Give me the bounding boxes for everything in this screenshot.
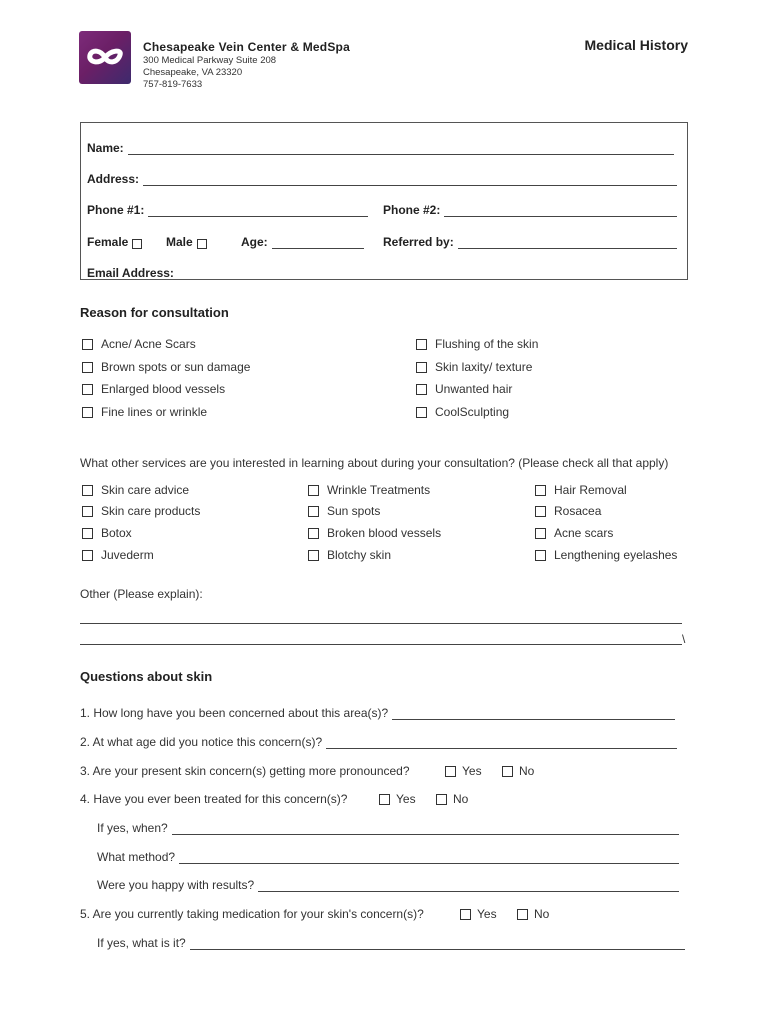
service-option[interactable] xyxy=(535,526,613,540)
female-checkbox[interactable] xyxy=(132,239,142,249)
question-4-text: 4. Have you ever been treated for this concern(s)? xyxy=(80,792,348,806)
option-label: Botox xyxy=(101,526,132,540)
option-label: Skin laxity/ texture xyxy=(435,360,533,374)
question-1[interactable] xyxy=(80,706,675,720)
checkbox[interactable] xyxy=(82,384,93,395)
yes-label: Yes xyxy=(477,907,497,921)
service-option[interactable] xyxy=(82,548,154,562)
female-label: Female xyxy=(87,235,129,249)
services-prompt: What other services are you interested in learning about during your consultation? (Please check all that apply) xyxy=(80,456,669,470)
q4-yes-option[interactable] xyxy=(379,792,416,806)
option-label: Unwanted hair xyxy=(435,382,513,396)
no-label: No xyxy=(534,907,550,921)
question-text: 2. At what age did you notice this concern(s)? xyxy=(80,735,323,749)
option-label: Brown spots or sun damage xyxy=(101,360,251,374)
checkbox[interactable] xyxy=(82,362,93,373)
reason-section-title: Reason for consultation xyxy=(80,305,229,320)
checkbox[interactable] xyxy=(416,384,427,395)
q5-yes-option[interactable] xyxy=(460,907,497,921)
document-title: Medical History xyxy=(584,37,688,53)
address-label: Address: xyxy=(87,172,140,186)
option-label: Broken blood vessels xyxy=(327,526,442,540)
checkbox[interactable] xyxy=(502,766,513,777)
option-label: Fine lines or wrinkle xyxy=(101,405,208,419)
checkbox[interactable] xyxy=(379,794,390,805)
service-option[interactable] xyxy=(82,504,200,518)
reason-option[interactable] xyxy=(82,382,225,396)
referred-field[interactable] xyxy=(383,235,677,249)
checkbox[interactable] xyxy=(308,506,319,517)
checkbox[interactable] xyxy=(535,528,546,539)
answer-line[interactable] xyxy=(326,737,677,749)
yes-label: Yes xyxy=(462,764,482,778)
option-label: Acne/ Acne Scars xyxy=(101,337,196,351)
age-field[interactable] xyxy=(241,235,364,249)
reason-option[interactable] xyxy=(82,337,196,351)
email-field[interactable] xyxy=(87,266,174,280)
female-option[interactable] xyxy=(87,235,142,249)
service-option[interactable] xyxy=(82,526,132,540)
other-line-2[interactable] xyxy=(80,643,682,645)
question-5-text: 5. Are you currently taking medication for your skin's concern(s)? xyxy=(80,907,424,921)
q4-no-option[interactable] xyxy=(436,792,468,806)
option-label: Flushing of the skin xyxy=(435,337,539,351)
clinic-address-line1: 300 Medical Parkway Suite 208 xyxy=(143,55,277,66)
phone1-line[interactable] xyxy=(148,205,368,217)
no-label: No xyxy=(519,764,535,778)
option-label: Blotchy skin xyxy=(327,548,392,562)
age-line[interactable] xyxy=(272,237,364,249)
checkbox[interactable] xyxy=(308,550,319,561)
checkbox[interactable] xyxy=(416,407,427,418)
question-text: If yes, what is it? xyxy=(97,936,186,950)
q5-no-option[interactable] xyxy=(517,907,549,921)
phone2-field[interactable] xyxy=(383,203,677,217)
option-label: Juvederm xyxy=(101,548,154,562)
skin-section-title: Questions about skin xyxy=(80,669,213,684)
option-label: Sun spots xyxy=(327,504,381,518)
checkbox[interactable] xyxy=(535,550,546,561)
checkbox[interactable] xyxy=(445,766,456,777)
checkbox[interactable] xyxy=(416,362,427,373)
reason-option[interactable] xyxy=(82,405,207,419)
checkbox[interactable] xyxy=(82,339,93,350)
service-option[interactable] xyxy=(82,483,189,497)
q4-happy-field[interactable] xyxy=(97,878,679,892)
infinity-logo-icon xyxy=(79,31,131,84)
service-option[interactable] xyxy=(308,483,430,497)
question-text: 1. How long have you been concerned about this area(s)? xyxy=(80,706,389,720)
checkbox[interactable] xyxy=(535,485,546,496)
service-option[interactable] xyxy=(308,526,441,540)
q3-yes-option[interactable] xyxy=(445,764,482,778)
clinic-name: Chesapeake Vein Center & MedSpa xyxy=(143,40,350,54)
question-text: If yes, when? xyxy=(97,821,168,835)
male-label: Male xyxy=(166,235,193,249)
option-label: Enlarged blood vessels xyxy=(101,382,226,396)
answer-line[interactable] xyxy=(258,880,679,892)
male-checkbox[interactable] xyxy=(197,239,207,249)
q3-no-option[interactable] xyxy=(502,764,534,778)
clinic-address-line2: Chesapeake, VA 23320 xyxy=(143,67,243,78)
q4-when-field[interactable] xyxy=(97,821,679,835)
option-label: Rosacea xyxy=(554,504,602,518)
phone2-label: Phone #2: xyxy=(383,203,441,217)
reason-option[interactable] xyxy=(416,405,509,419)
referred-label: Referred by: xyxy=(383,235,454,249)
option-label: CoolSculpting xyxy=(435,405,510,419)
other-label: Other (Please explain): xyxy=(80,587,203,601)
option-label: Skin care advice xyxy=(101,483,190,497)
checkbox[interactable] xyxy=(308,485,319,496)
checkbox[interactable] xyxy=(460,909,471,920)
question-3-text: 3. Are your present skin concern(s) getting more pronounced? xyxy=(80,764,410,778)
address-line[interactable] xyxy=(143,174,677,186)
reason-option[interactable] xyxy=(416,337,538,351)
yes-label: Yes xyxy=(396,792,416,806)
service-option[interactable] xyxy=(308,548,391,562)
stray-backslash: \ xyxy=(682,632,686,646)
phone1-field[interactable] xyxy=(87,203,368,217)
question-text: What method? xyxy=(97,850,176,864)
option-label: Acne scars xyxy=(554,526,614,540)
checkbox[interactable] xyxy=(82,485,93,496)
checkbox[interactable] xyxy=(517,909,528,920)
email-label: Email Address: xyxy=(87,266,174,280)
male-option[interactable] xyxy=(166,235,207,249)
answer-line[interactable] xyxy=(392,708,675,720)
reason-option[interactable] xyxy=(82,360,250,374)
reason-option[interactable] xyxy=(416,382,512,396)
checkbox[interactable] xyxy=(436,794,447,805)
clinic-phone: 757-819-7633 xyxy=(143,79,203,90)
checkbox[interactable] xyxy=(82,550,93,561)
option-label: Lengthening eyelashes xyxy=(554,548,678,562)
phone1-label: Phone #1: xyxy=(87,203,145,217)
checkbox[interactable] xyxy=(82,528,93,539)
checkbox[interactable] xyxy=(82,506,93,517)
checkbox[interactable] xyxy=(416,339,427,350)
name-field[interactable] xyxy=(87,141,674,155)
question-2[interactable] xyxy=(80,735,677,749)
other-line-1[interactable] xyxy=(80,622,682,624)
service-option[interactable] xyxy=(308,504,380,518)
option-label: Hair Removal xyxy=(554,483,627,497)
option-label: Wrinkle Treatments xyxy=(327,483,431,497)
name-label: Name: xyxy=(87,141,124,155)
service-option[interactable] xyxy=(535,483,627,497)
service-option[interactable] xyxy=(535,504,601,518)
referred-line[interactable] xyxy=(458,237,677,249)
answer-line[interactable] xyxy=(179,852,679,864)
phone2-line[interactable] xyxy=(444,205,677,217)
no-label: No xyxy=(453,792,469,806)
option-label: Skin care products xyxy=(101,504,201,518)
checkbox[interactable] xyxy=(535,506,546,517)
clinic-logo xyxy=(79,31,131,84)
age-label: Age: xyxy=(241,235,268,249)
name-line[interactable] xyxy=(128,143,674,155)
q4-method-field[interactable] xyxy=(97,850,679,864)
checkbox[interactable] xyxy=(308,528,319,539)
reason-option[interactable] xyxy=(416,360,532,374)
q5-what-field[interactable] xyxy=(97,936,685,950)
question-text: Were you happy with results? xyxy=(97,878,255,892)
checkbox[interactable] xyxy=(82,407,93,418)
answer-line[interactable] xyxy=(190,938,685,950)
service-option[interactable] xyxy=(535,548,677,562)
answer-line[interactable] xyxy=(172,823,679,835)
address-field[interactable] xyxy=(87,172,677,186)
